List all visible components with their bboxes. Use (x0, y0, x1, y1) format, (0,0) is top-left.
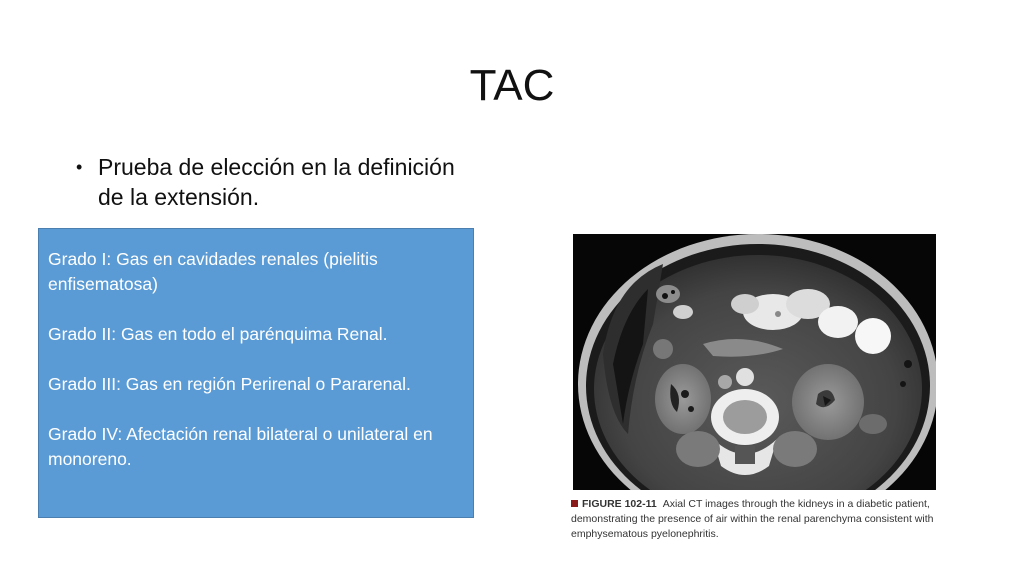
ct-scan-drawing (573, 234, 936, 490)
grades-box (38, 228, 474, 518)
grade-2-text: Grado II: Gas en todo el parénquima Renal. (48, 324, 388, 344)
figure-label: FIGURE 102-11 (582, 498, 657, 510)
bullet-text: Prueba de elección en la definición de la extensión. (98, 154, 455, 210)
bullet-list (76, 152, 476, 212)
slide-title: TAC (469, 61, 555, 110)
figure-caption-text: Axial CT images through the kidneys in a diabetic patient, demonstrating the presence of air within the renal parenchyma consistent with emphysematous pyelonephritis. (571, 498, 934, 540)
bullet-dot-icon: • (76, 157, 83, 177)
grade-3-text: Grado III: Gas en región Perirenal o Pararenal. (48, 374, 411, 394)
figure-caption (571, 497, 941, 542)
grade-1-text: Grado I: Gas en cavidades renales (pielitis enfisematosa) (48, 249, 378, 294)
caption-marker-icon (571, 500, 578, 507)
grade-4-text: Grado IV: Afectación renal bilateral o unilateral en monoreno. (48, 424, 433, 469)
ct-scan-image (573, 234, 936, 490)
